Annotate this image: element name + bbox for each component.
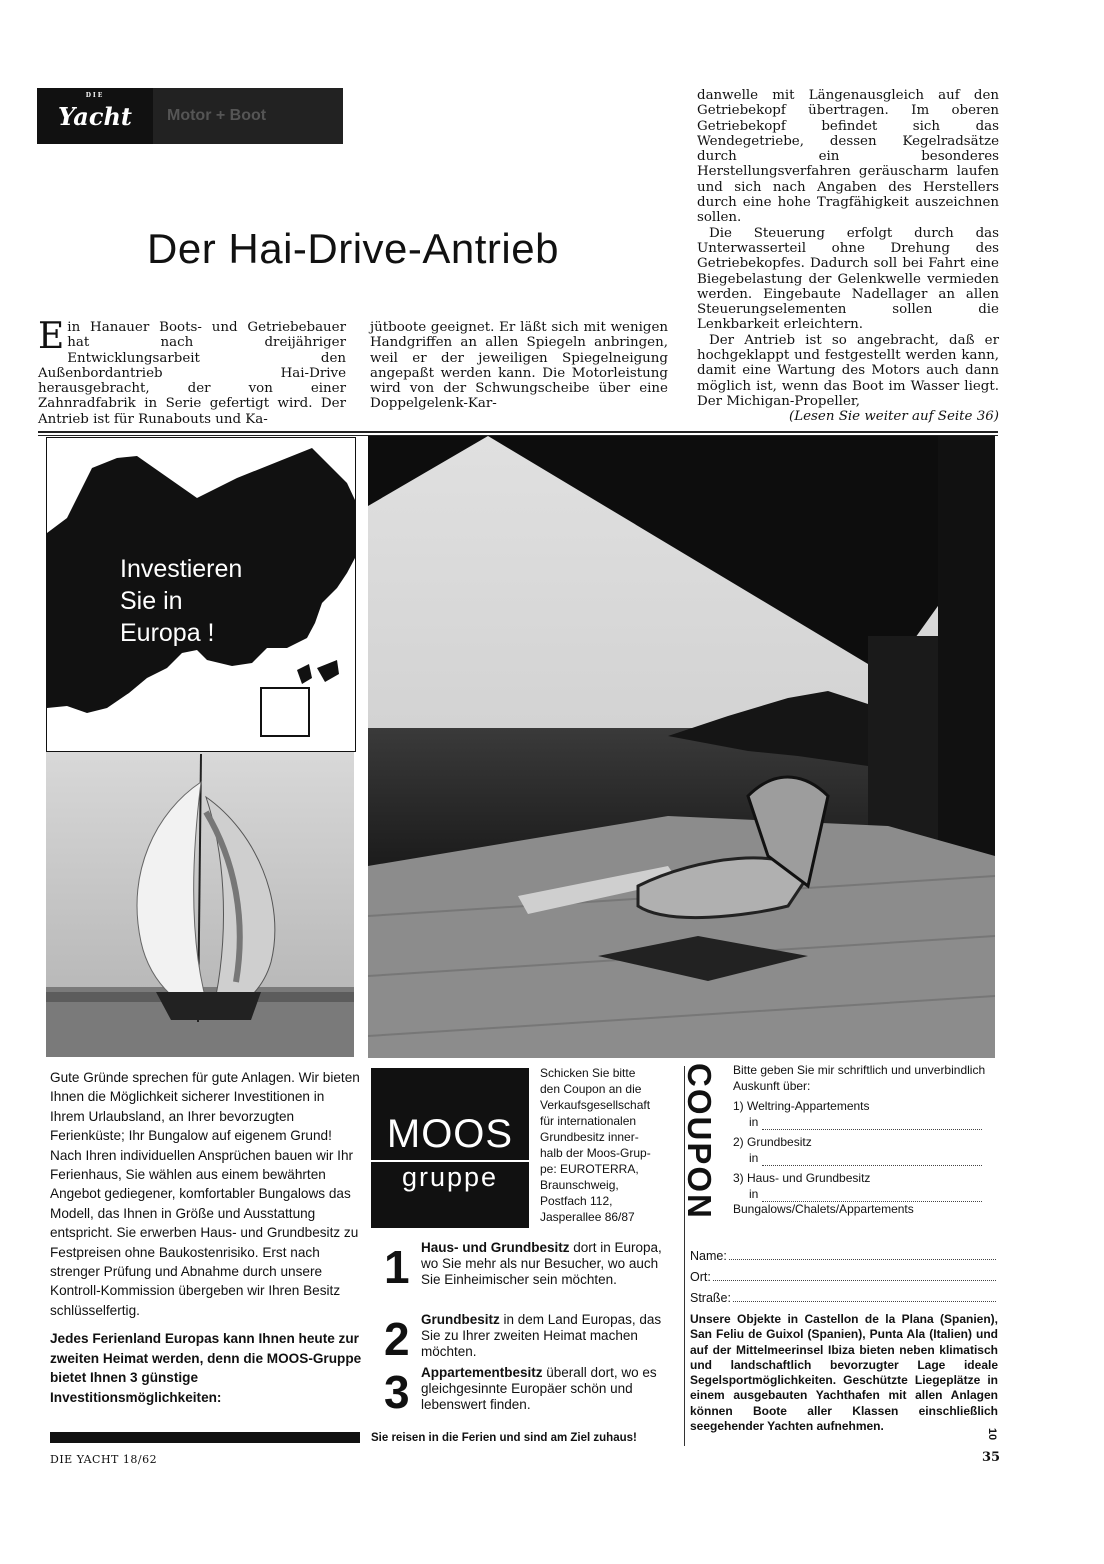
instruction-line: Braunschweig,: [540, 1178, 619, 1192]
coupon-code: 10: [986, 1427, 999, 1441]
island-shape: [297, 664, 312, 684]
divider: [38, 431, 998, 433]
moos-gruppe-logo: [371, 1068, 529, 1228]
article-text: in Hanauer Boots- und Getriebebauer hat nach dreijähriger Entwicklungsarbeit den Außenbordantrieb Hai-Drive herausgebracht, der von einer Zahnradfabrik in Serie gefertigt wird. Der Antrieb ist für Runabouts und Ka-: [38, 320, 346, 427]
article-paragraph: danwelle mit Längenausgleich auf den Getriebekopf übertragen. Im oberen Getriebekopf befindet sich das Wendegetriebe, dessen Kegelradsätze durch ein besonderes Herstellungsverfahren geräuscharm laufen und sich nach Angaben des Herstellers durch eine hohe Tragfähigkeit auszeichnen sollen.: [697, 88, 999, 226]
option-title: Haus- und Grundbesitz: [421, 1240, 570, 1255]
ad-body-text: [50, 1068, 362, 1416]
article-paragraph: Der Antrieb ist so angebracht, daß er hochgeklappt und festgestellt werden kann, damit eine Wartung des Motors auch dann möglich ist, wenn das Boot im Wasser liegt. Der Michigan-Propeller,: [697, 332, 999, 409]
island-shape: [317, 660, 339, 682]
article-title: Der Hai-Drive-Antrieb: [147, 225, 559, 272]
option-text: überall dort, wo es gleichgesinnte Europäer schön und lebenswert finden.: [421, 1365, 657, 1412]
name-label: Name:: [690, 1249, 727, 1263]
logo-subword: gruppe: [401, 1162, 499, 1192]
instruction-line: Jasperallee 86/87: [540, 1210, 635, 1224]
coupon-option-1[interactable]: 1) Weltring-Appartements: [733, 1099, 870, 1113]
instruction-line: Grundbesitz inner-: [540, 1130, 639, 1144]
instruction-line: halb der Moos-Grup-: [540, 1146, 651, 1160]
continued-note[interactable]: (Lesen Sie weiter auf Seite 36): [788, 409, 999, 425]
sailboat-photo: [46, 752, 354, 1057]
option-number: 2: [384, 1313, 410, 1365]
option-title: Grundbesitz: [421, 1312, 500, 1327]
article-text: jütboote geeignet. Er läßt sich mit wenigen Handgriffen an allen Spiegeln anbringen, weil er der jeweiligen Spiegelneigung angepaßt werden kann. Die Motorleistung wird von der Schwungscheibe über eine Doppelgelenk-Kar-: [370, 320, 668, 412]
in-field-2[interactable]: [762, 1155, 982, 1166]
in-field-3[interactable]: [762, 1191, 982, 1202]
ad-map-headline: [120, 553, 242, 649]
instruction-line: pe: EUROTERRA,: [540, 1162, 639, 1176]
strasse-label: Straße:: [690, 1291, 731, 1305]
terrace-sea-photo: [368, 436, 995, 1058]
ort-field[interactable]: [713, 1267, 996, 1281]
ort-label: Ort:: [690, 1270, 711, 1284]
page-number: 35: [982, 1450, 1001, 1465]
logo-text: Yacht: [58, 101, 132, 131]
section-label: Motor + Boot: [153, 88, 343, 144]
option-number: 3: [384, 1366, 410, 1418]
article-paragraph: Die Steuerung erfolgt durch das Unterwasserteil ohne Drehung des Getriebekopfes. Dadurch soll bei Fahrt eine Biegebelastung der Gelenkwelle vermieden werden. Eingebaute Nadellager an allen Steuerungselementen sollen die Lenkbarkeit erleichtern.: [697, 225, 999, 333]
instruction-line: Verkaufsgesellschaft: [540, 1098, 651, 1112]
name-field[interactable]: [729, 1246, 996, 1260]
coupon-option-2[interactable]: 2) Grundbesitz: [733, 1135, 812, 1149]
ad-paragraph: Gute Gründe sprechen für gute Anlagen. Wir bieten Ihnen die Möglichkeit sicherer Investitionen in Ihrem Urlaubsland, an Ihrer bevorzugten Ferienküste; Ihr Bungalow auf eigenem Grund! Nach Ihren individuellen Ansprüchen bauen wir Ihr Ferienhaus, Sie wählen aus einem bewährten Angebot gediegener, komfortabler Bungalows das Modell, das Ihnen in Größe und Ausstattung entspricht. Sie erwerben Haus- und Grundbesitz zu Festpreisen ohne Baukostenrisiko. Erst nach strenger Prüfung und Abnahme durch unsere Kontroll-Kommission übergeben wir Ihren Besitz schlüsselfertig.: [50, 1070, 360, 1318]
instruction-line: den Coupon an die: [540, 1082, 642, 1096]
magazine-issue: DIE YACHT 18/62: [50, 1453, 158, 1466]
article-column-3: [697, 88, 999, 425]
map-text-line: Sie in: [120, 587, 183, 615]
in-field-1[interactable]: [762, 1119, 982, 1130]
drop-cap: E: [38, 316, 65, 357]
coupon-address-fields: [690, 1246, 996, 1309]
map-inset-box: [261, 688, 309, 736]
coupon-option-3[interactable]: 3) Haus- und Grundbesitz: [733, 1171, 871, 1185]
ad-paragraph-bold: Jedes Ferienland Europas kann Ihnen heute zur zweiten Heimat werden, denn die MOOS-Gruppe bietet Ihnen 3 günstige Investitionsmöglichkeiten:: [50, 1331, 362, 1405]
option-text: in dem Land Europas, das Sie zu Ihrer zweiten Heimat machen möchten.: [421, 1312, 662, 1359]
in-label: in: [749, 1186, 759, 1201]
decorative-bar: [50, 1432, 360, 1443]
yacht-logo: [37, 88, 153, 144]
instruction-line: für internationalen: [540, 1114, 637, 1128]
coupon-heading: [681, 1063, 724, 1233]
ad-slogan: Sie reisen in die Ferien und sind am Ziel zuhaus!: [371, 1432, 637, 1444]
instruction-line: Schicken Sie bitte: [540, 1066, 636, 1080]
coupon-form: [733, 1063, 997, 1218]
map-text-line: Investieren: [120, 555, 243, 583]
option-text: dort in Europa, wo Sie mehr als nur Besucher, wo auch Sie Einheimischer sein möchten.: [421, 1240, 662, 1287]
logo-small-text: DIE: [85, 92, 105, 99]
in-label: in: [749, 1150, 759, 1165]
property-locations-text: Unsere Objekte in Castellon de la Plana (Spanien), San Feliu de Guixol (Spanien), Punta Ala (Italien) und auf der Mittelmeerinsel Ibiza bieten neben klimatisch und landschaftlich bevorzugter Lage ideale Segelsportmöglichkeiten. Geschützte Liegeplätze in einem ausgebauten Yachthafen mit allen Anlagen können Boote aller Klassen einschließlich seegehender Yachten aufnehmen.: [690, 1312, 998, 1434]
article-column-2: [370, 320, 668, 412]
coupon-title-text: COUPON: [681, 1063, 718, 1220]
option-title: Appartementbesitz: [421, 1365, 543, 1380]
map-text-line: Europa !: [120, 619, 215, 647]
article-column-1: [38, 316, 346, 427]
coupon-instructions: [540, 1065, 674, 1225]
logo-word: MOOS: [386, 1112, 514, 1156]
strasse-field[interactable]: [733, 1288, 996, 1302]
in-label: in: [749, 1114, 759, 1129]
coupon-intro: Bitte geben Sie mir schriftlich und unverbindlich Auskunft über:: [733, 1063, 986, 1093]
option-number: 1: [384, 1241, 410, 1293]
instruction-line: Postfach 112,: [540, 1194, 613, 1208]
coupon-option-3-tail: Bungalows/Chalets/Appartements: [733, 1202, 914, 1216]
magazine-header: [37, 88, 343, 144]
